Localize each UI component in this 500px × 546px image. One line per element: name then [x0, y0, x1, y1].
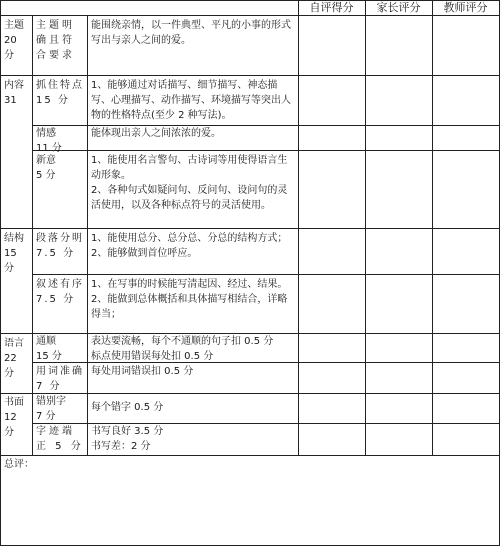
header-self-score: 自评得分	[309, 1, 354, 14]
content-desc-emotion: 能体现出亲人之间浓浓的爱。	[91, 128, 221, 139]
writing-item-handwriting: 字迹端正 5 分	[36, 426, 84, 452]
section-language-label: 语言 22 分	[4, 338, 24, 379]
content-item-features: 抓住特点 15 分	[36, 80, 84, 106]
content-item-emotion: 情感 11 分	[36, 128, 62, 154]
theme-desc: 能围绕亲情，以一件典型、平凡的小事的形式写出与亲人之间的爱。	[91, 20, 291, 46]
writing-item-typos: 错别字 7 分	[36, 396, 66, 422]
language-item-wording: 用词准确 7 分	[36, 366, 84, 392]
section-writing-label: 书面 12 分	[4, 397, 24, 438]
section-content-label: 内容 31	[4, 80, 24, 106]
header-teacher-score: 教师评分	[443, 1, 488, 14]
language-desc-fluency: 表达要流畅，每个不通顺的句子扣 0.5 分 标点使用错误每处扣 0.5 分	[91, 336, 274, 362]
writing-desc-handwriting: 书写良好 3.5 分 书写差：2 分	[91, 426, 164, 452]
content-item-novelty: 新意 5 分	[36, 155, 56, 181]
structure-desc-narration: 1、在写事的时候能写清起因、经过、结果。 2、能做到总体概括和具体描写相结合，详略得当；	[91, 279, 288, 320]
content-desc-novelty: 1、能使用名言警句、古诗词等用使得语言生动形象。 2、各种句式如疑问句、反问句、设问句的灵活使用，以及各种标点符号的灵活使用。	[91, 155, 288, 211]
header-parent-score: 家长评分	[376, 1, 421, 14]
structure-item-paragraphs: 段落分明 7.5 分	[36, 233, 84, 259]
theme-item: 主题明确且符合要求	[36, 20, 75, 61]
content-desc-features: 1、能够通过对话描写、细节描写、神态描写、心理描写、动作描写、环境描写等突出人物的性格特点(至少 2 种写法)。	[91, 80, 291, 121]
structure-item-narration: 叙述有序 7.5 分	[36, 279, 84, 305]
section-structure-label: 结构 15 分	[4, 233, 24, 274]
language-item-fluency: 通顺 15 分	[36, 336, 62, 362]
writing-desc-typos: 每个错字 0.5 分	[91, 402, 164, 413]
summary-label: 总评：	[4, 459, 34, 470]
structure-desc-paragraphs: 1、能使用总分、总分总、分总的结构方式； 2、能够做到首位呼应。	[91, 233, 288, 259]
section-theme-label: 主题 20 分	[4, 20, 24, 61]
language-desc-wording: 每处用词错误扣 0.5 分	[91, 366, 194, 377]
